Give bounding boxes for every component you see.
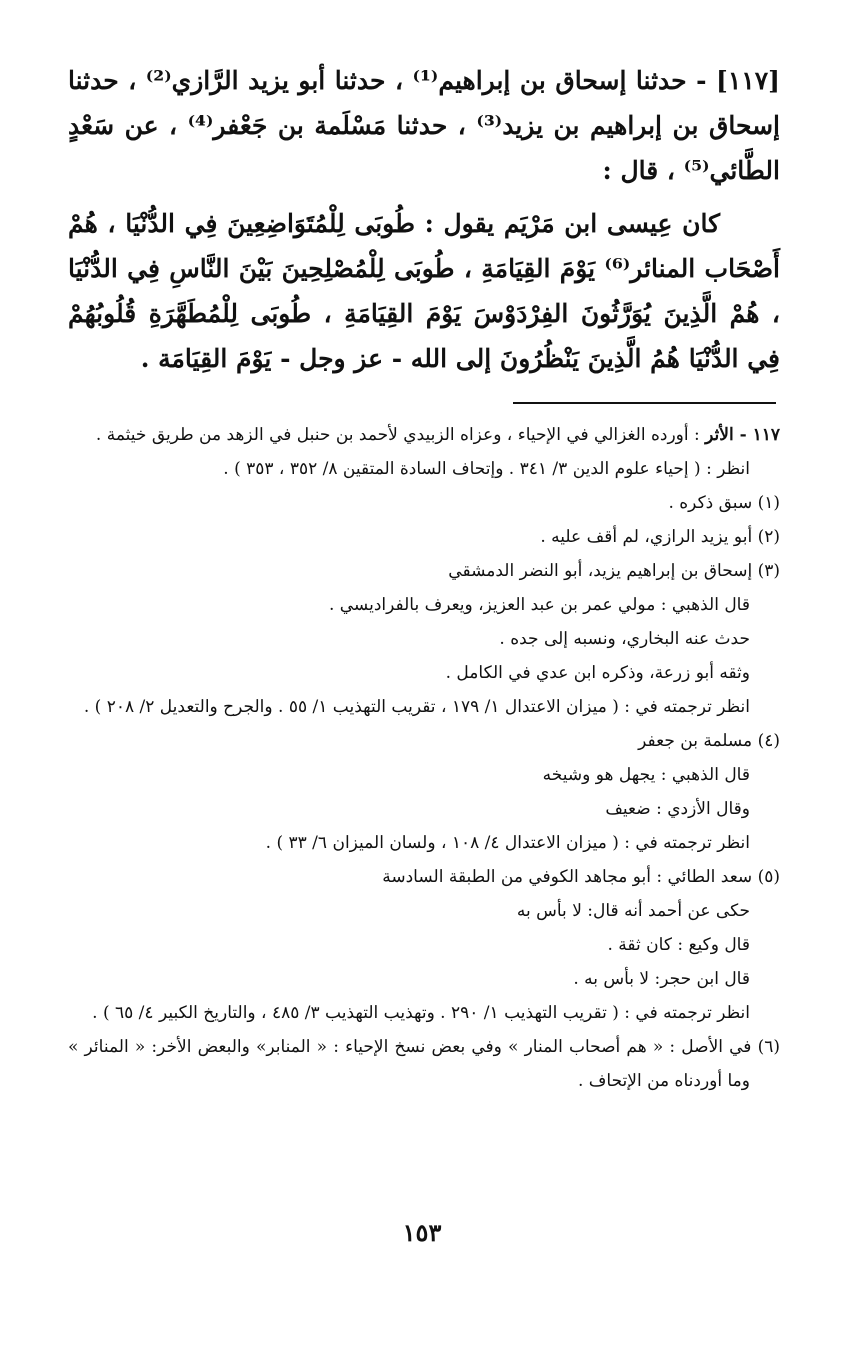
footnote-4-line-c: انظر ترجمته في : ( ميزان الاعتدال ٤/ ١٠٨ ، ولسان الميزان ٦/ ٣٣ ) . <box>265 833 750 853</box>
footnote-2: (٢) أبو يزيد الرازي، لم أقف عليه . <box>540 527 780 547</box>
footnote-3-line-a: قال الذهبي : مولي عمر بن عبد العزيز، ويعرف بالفراديسي . <box>328 595 750 615</box>
footnote-5-line-b: قال وكيع : كان ثقة . <box>607 935 750 955</box>
athar-label: ١١٧ - الأثر <box>705 425 780 445</box>
footnote-5-line-d: انظر ترجمته في : ( تقريب التهذيب ١/ ٢٩٠ . وتهذيب التهذيب ٣/ ٤٨٥ ، والتاريخ الكبير ٤/ ٦٥ ) . <box>92 1003 750 1023</box>
athar-refs: انظر : ( إحياء علوم الدين ٣/ ٣٤١ . وإتحاف السادة المتقين ٨/ ٣٥٢ ، ٣٥٣ ) . <box>223 459 750 479</box>
page-number: ١٥٣ <box>402 1218 442 1247</box>
footnote-4-line-a: قال الذهبي : يجهل هو وشيخه <box>542 765 750 785</box>
footnote-3-line-b: حدث عنه البخاري، ونسبه إلى جده . <box>499 629 750 649</box>
matn-paragraph: كان عِيسى ابن مَرْيَم يقول : طُوبَى لِلْمُتَوَاضِعِينَ فِي الدُّنْيَا ، هُمْ أَصْحَاب المنائر⁽⁶⁾ يَوْمَ القِيَامَةِ ، طُوبَى لِلْمُصْلِحِينَ بَيْنَ النَّاسِ فِي الدُّنْيَا ، هُمْ الَّذِينَ يُوَرَّثُونَ الفِرْدَوْسَ يَوْمَ القِيَامَةِ ، طُوبَى لِلْمُطَهَّرَةِ قُلُوبُهُمْ فِي الدُّنْيَا هُمُ الَّذِينَ يَنْظُرُونَ إلى الله - عز وجل - يَوْمَ القِيَامَة . <box>68 209 781 373</box>
hadith-block <box>68 58 780 381</box>
footnotes <box>68 418 780 1098</box>
footnote-5-line-c: قال ابن حجر: لا بأس به . <box>573 969 750 989</box>
athar-note <box>68 418 780 452</box>
footnote-6: (٦) في الأصل : « هم أصحاب المنار » وفي بعض نسخ الإحياء : « المنابر» والبعض الأخر: « المنائر » وما أوردناه من الإتحاف . <box>68 1037 780 1091</box>
footnote-separator <box>513 402 776 404</box>
footnote-5: (٥) سعد الطائي : أبو مجاهد الكوفي من الطبقة السادسة <box>382 867 780 887</box>
footnote-4-line-b: وقال الأزدي : ضعيف <box>605 799 750 819</box>
footnote-4: (٤) مسلمة بن جعفر <box>638 731 780 751</box>
footnote-3-line-c: وثقه أبو زرعة، وذكره ابن عدي في الكامل . <box>445 663 750 683</box>
footnote-3: (٣) إسحاق بن إبراهيم يزيد، أبو النضر الدمشقي <box>448 561 780 581</box>
footnote-5-line-a: حكى عن أحمد أنه قال: لا بأس به <box>516 901 750 921</box>
footnote-1: (١) سبق ذكره . <box>668 493 780 513</box>
footnote-3-line-d: انظر ترجمته في : ( ميزان الاعتدال ١/ ١٧٩ ، تقريب التهذيب ١/ ٥٥ . والجرح والتعديل ٢/ ٢٠٨ ) . <box>83 697 750 717</box>
isnad-paragraph: [١١٧] - حدثنا إسحاق بن إبراهيم⁽¹⁾ ، حدثنا أبو يزيد الرَّازي⁽²⁾ ، حدثنا إسحاق بن إبراهيم بن يزيد⁽³⁾ ، حدثنا مَسْلَمة بن جَعْفر⁽⁴⁾ ، عن سَعْدٍ الطَّائي⁽⁵⁾ ، قال : <box>68 66 780 185</box>
athar-text: : أورده الغزالي في الإحياء ، وعزاه الزبيدي لأحمد بن حنبل في الزهد من طريق خيثمة . <box>95 425 700 445</box>
